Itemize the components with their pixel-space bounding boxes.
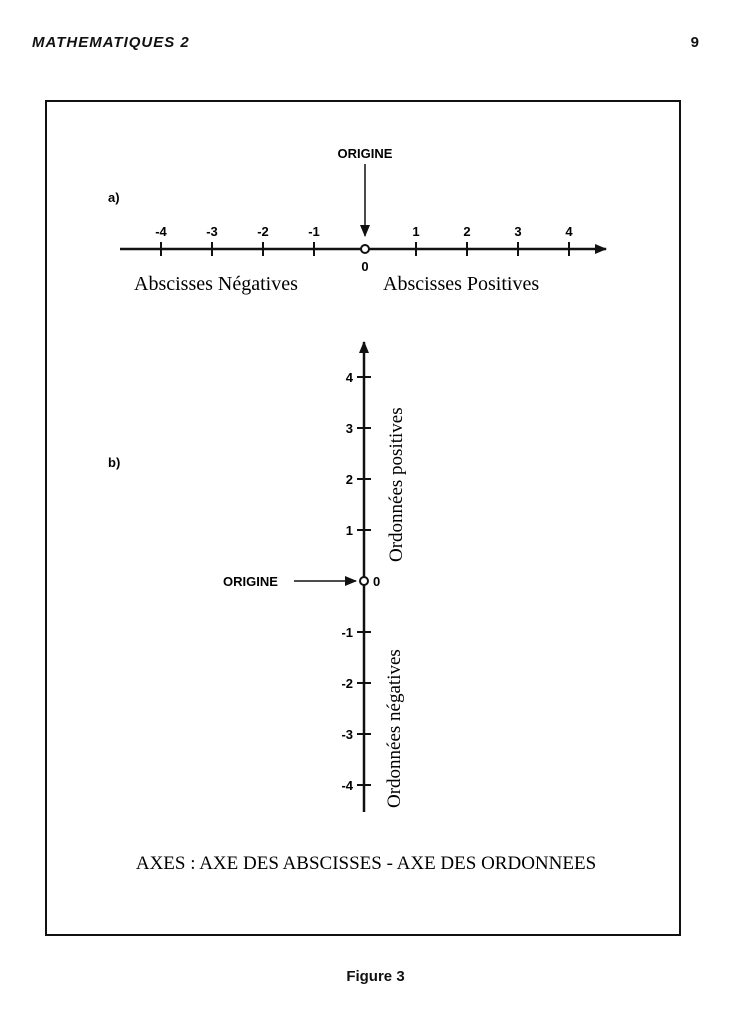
y-tick-label: 1: [345, 523, 353, 538]
page-number: 9: [690, 34, 699, 51]
y-tick-label: 4: [345, 370, 353, 385]
x-zero-label: 0: [361, 259, 369, 274]
y-tick-label: -1: [341, 625, 353, 640]
negative-ordinate-label: Ordonnées négatives: [384, 649, 405, 808]
part-a-label: a): [108, 190, 120, 205]
x-tick-label: -1: [308, 224, 320, 239]
book-title: MATHEMATIQUES 2: [32, 34, 190, 51]
x-tick-label: 2: [463, 224, 471, 239]
positive-ordinate-label: Ordonnées positives: [386, 407, 407, 562]
y-tick-label: 3: [345, 421, 353, 436]
x-tick-label: 4: [565, 224, 573, 239]
negative-abscissa-label: Abscisses Négatives: [134, 273, 298, 295]
y-origin-label: ORIGINE: [223, 574, 278, 589]
y-origin-point: [360, 577, 368, 585]
y-tick-label: -2: [341, 676, 353, 691]
x-origin-point: [361, 245, 369, 253]
figure-title: AXES : AXE DES ABSCISSES - AXE DES ORDONNEES: [135, 853, 597, 874]
x-tick-label: -2: [257, 224, 269, 239]
y-zero-label: 0: [373, 574, 381, 589]
x-origin-label: ORIGINE: [337, 146, 393, 161]
x-tick-label: -4: [155, 224, 167, 239]
y-tick-label: 2: [345, 472, 353, 487]
x-tick-label: 1: [412, 224, 420, 239]
part-b-label: b): [108, 455, 121, 470]
y-tick-label: -4: [341, 778, 353, 793]
y-tick-label: -3: [341, 727, 353, 742]
x-tick-label: -3: [206, 224, 218, 239]
figure-caption: Figure 3: [346, 968, 405, 985]
positive-abscissa-label: Abscisses Positives: [383, 273, 540, 295]
x-tick-label: 3: [514, 224, 522, 239]
